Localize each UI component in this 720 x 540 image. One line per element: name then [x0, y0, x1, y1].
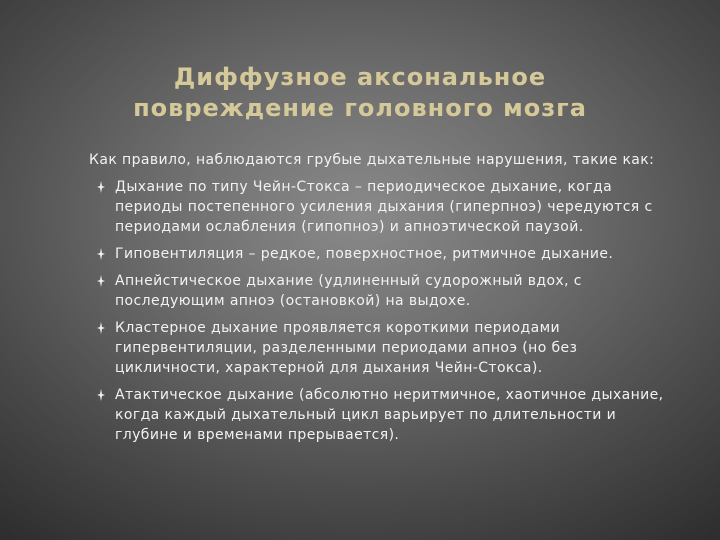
bullet-item: [89, 385, 669, 445]
slide-title-line-1: Диффузное аксональное: [173, 63, 547, 91]
intro-text: Как правило, наблюдаются грубые дыхательные нарушения, такие как:: [89, 152, 655, 168]
bullet-item: [89, 244, 669, 264]
bullet-text: Гиповентиляция – редкое, поверхностное, ритмичное дыхание.: [115, 246, 614, 262]
bullet-text: Дыхание по типу Чейн-Стокса – периодическое дыхание, когда периоды постепенного усиления дыхания (гиперпноэ) чередуются с периодами ослабления (гипопноэ) и апноэтической паузой.: [115, 179, 653, 235]
slide-title: [40, 62, 680, 124]
bullet-text: Атактическое дыхание (абсолютно неритмичное, хаотичное дыхание, когда каждый дыхательный цикл варьирует по длительности и глубине и временами прерывается).: [115, 387, 664, 443]
bullet-text: Апнейстическое дыхание (удлиненный судорожный вдох, с последующим апноэ (остановкой) на выдохе.: [115, 273, 582, 309]
slide-title-line-2: повреждение головного мозга: [133, 94, 587, 122]
bullet-item: [89, 177, 669, 237]
four-point-star-icon: [97, 248, 105, 260]
four-point-star-icon: [97, 181, 105, 193]
bullet-list: [89, 177, 669, 445]
bullet-item: [89, 271, 669, 311]
bullet-text: Кластерное дыхание проявляется короткими периодами гипервентиляции, разделенными периодами апноэ (но без цикличности, характерной для дыхания Чейн-Стокса).: [115, 320, 578, 376]
four-point-star-icon: [97, 322, 105, 334]
slide-body: [89, 150, 669, 452]
four-point-star-icon: [97, 389, 105, 401]
four-point-star-icon: [97, 275, 105, 287]
bullet-item: [89, 318, 669, 378]
